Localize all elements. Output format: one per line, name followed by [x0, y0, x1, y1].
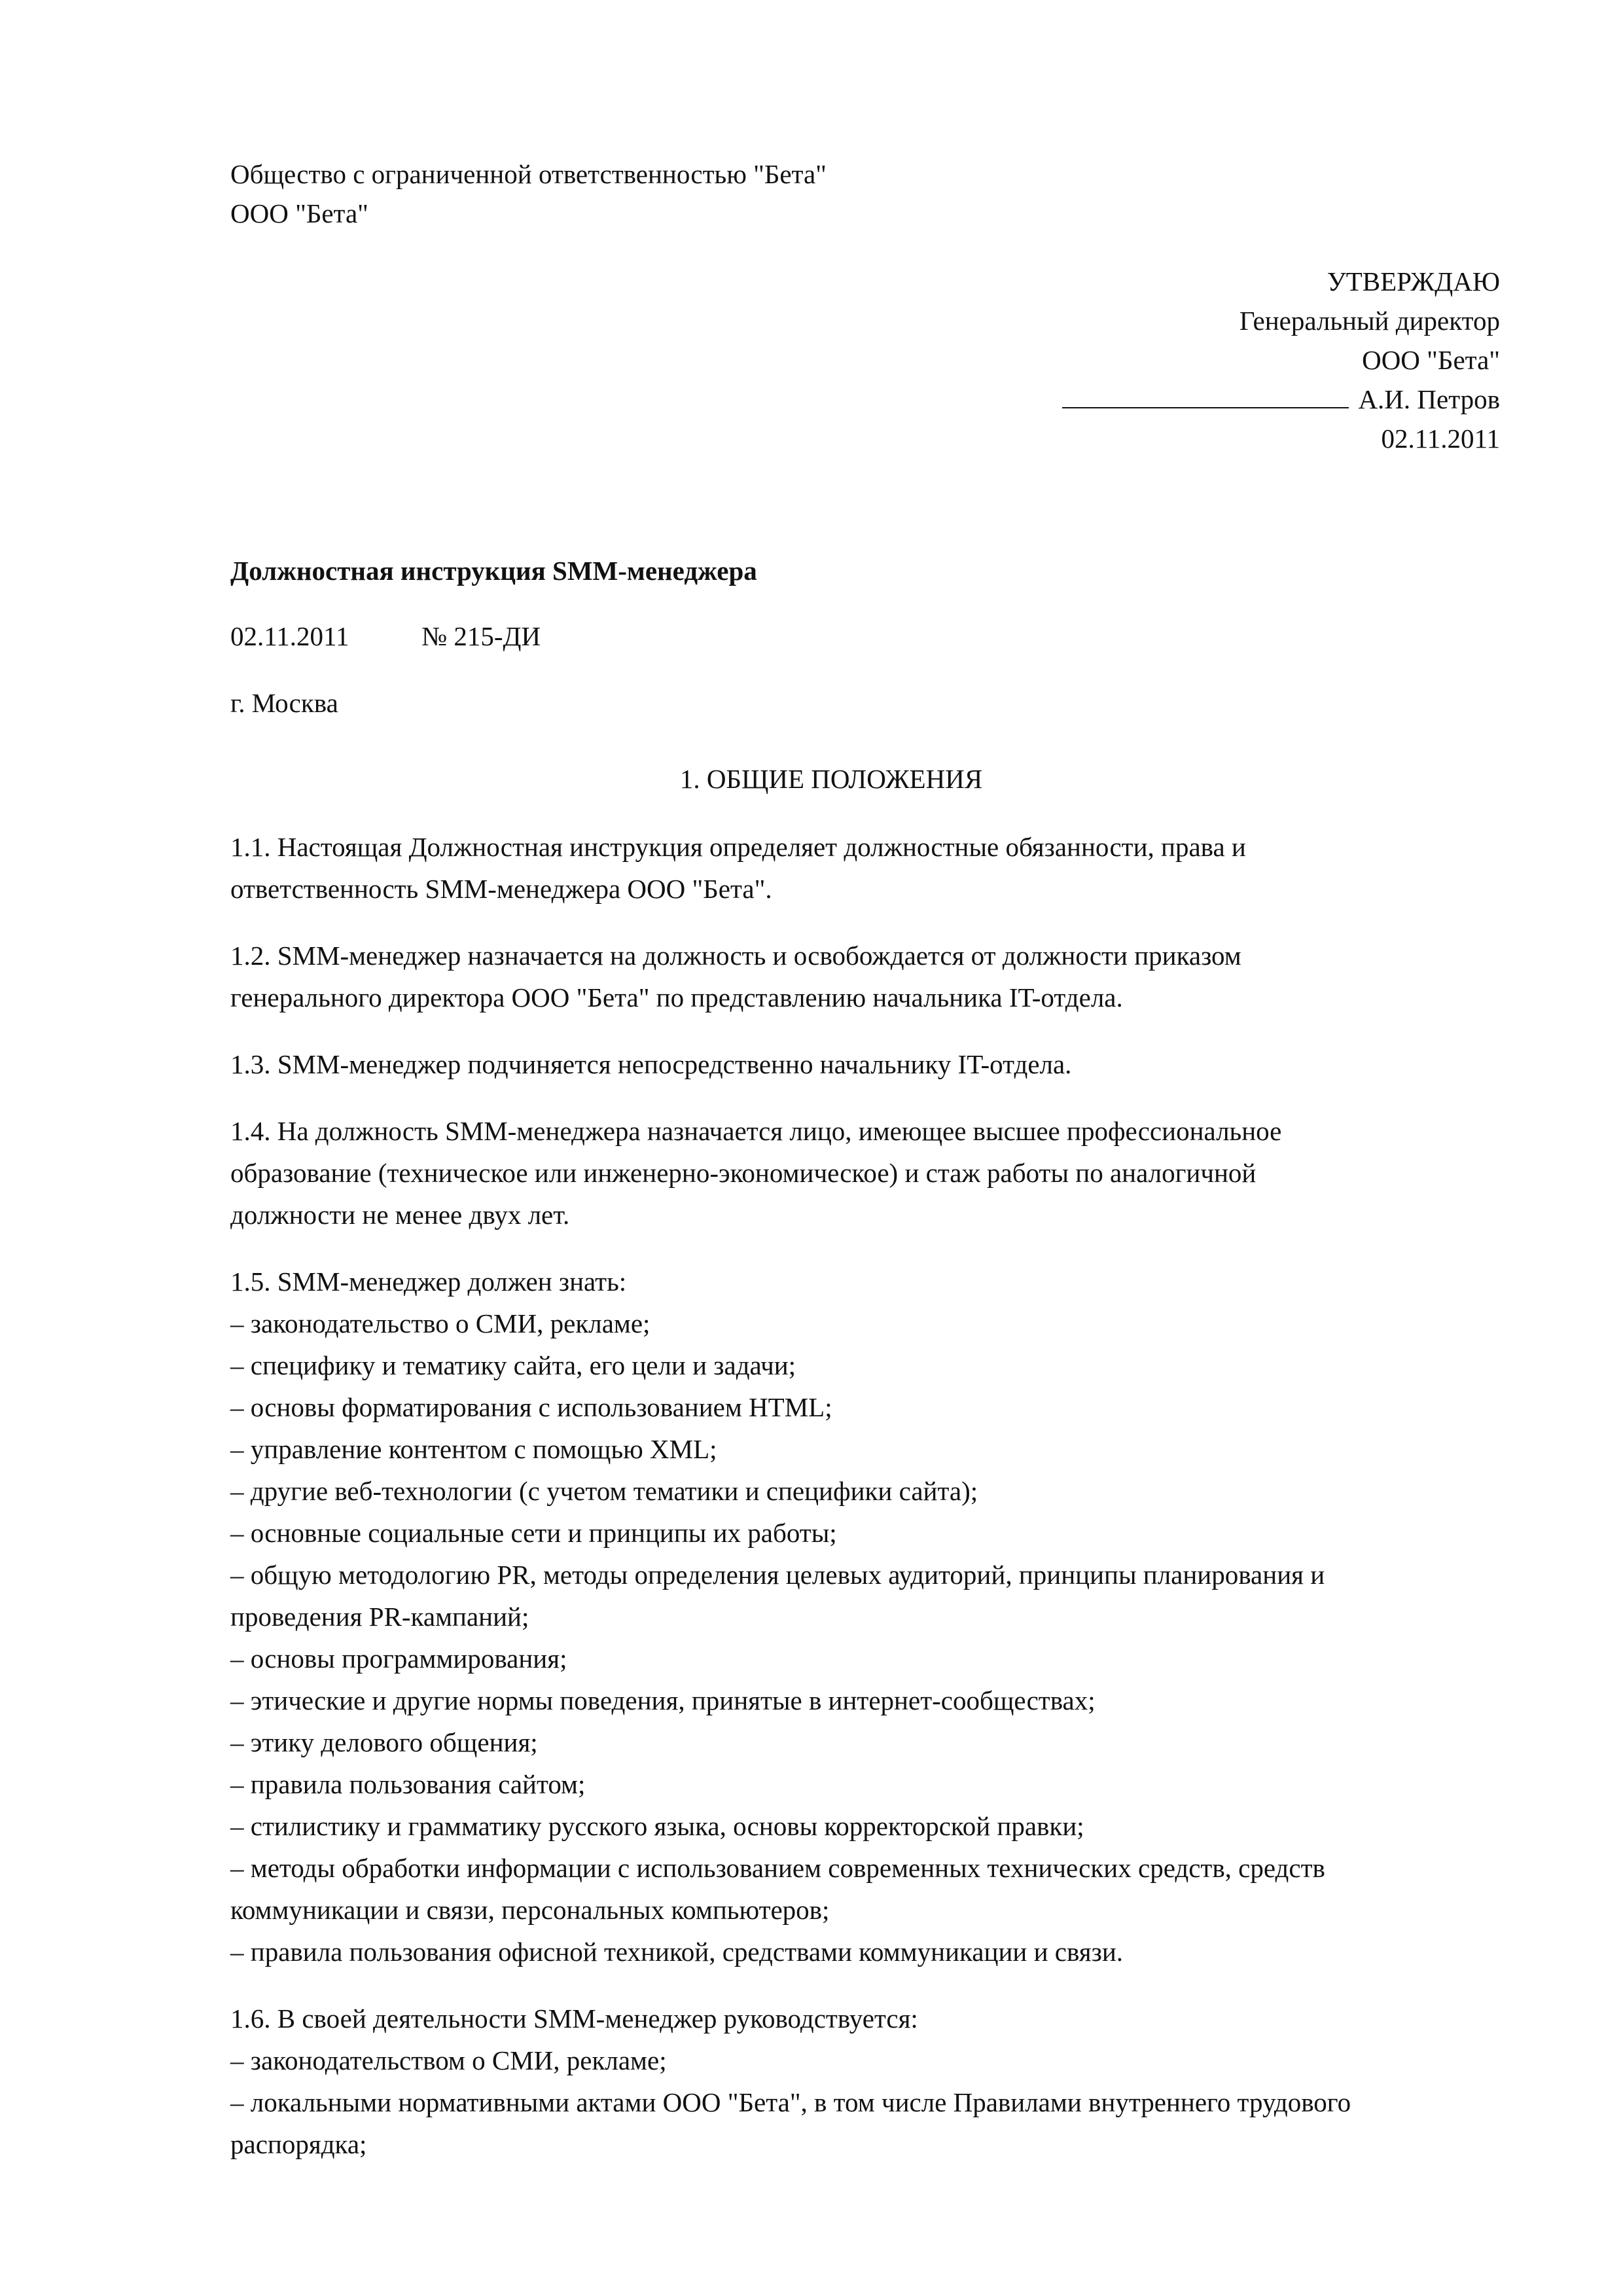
text-line: 1.6. В своей деятельности SMM-менеджер руководствуется:: [230, 2003, 918, 2034]
list-item: – законодательством о СМИ, рекламе;: [230, 2045, 667, 2075]
approval-block: [1062, 262, 1500, 458]
paragraph-1-1: [230, 826, 1507, 910]
text-line: ответственность SMM-менеджера ООО "Бета".: [230, 874, 772, 904]
list-item: – управление контентом с помощью XML;: [230, 1434, 717, 1464]
text-line: образование (техническое или инженерно-экономическое) и стаж работы по аналогичной: [230, 1158, 1257, 1188]
approval-label: УТВЕРЖДАЮ: [1327, 266, 1500, 296]
signature-line: [1062, 382, 1349, 408]
document-number: № 215-ДИ: [421, 621, 541, 651]
text-line: 1.2. SMM-менеджер назначается на должность и освобождается от должности приказом: [230, 941, 1241, 971]
list-item: – правила пользования сайтом;: [230, 1769, 586, 1799]
approval-position: Генеральный директор: [1239, 306, 1500, 336]
approval-signature-row: [1062, 380, 1500, 419]
text-line: генерального директора ООО "Бета" по представлению начальника IT-отдела.: [230, 982, 1123, 1013]
text-line: 1.4. На должность SMM-менеджера назначается лицо, имеющее высшее профессиональное: [230, 1116, 1282, 1146]
list-item: – общую методологию PR, методы определения целевых аудиторий, принципы планирования и: [230, 1560, 1325, 1590]
list-item: – стилистику и грамматику русского языка, основы корректорской правки;: [230, 1811, 1084, 1841]
list-item: – локальными нормативными актами ООО "Бета", в том числе Правилами внутреннего трудового: [230, 2087, 1351, 2117]
list-item: – специфику и тематику сайта, его цели и задачи;: [230, 1350, 796, 1380]
list-item: коммуникации и связи, персональных компьютеров;: [230, 1895, 830, 1925]
paragraph-1-6: [230, 1998, 1507, 2165]
text-line: 1.3. SMM-менеджер подчиняется непосредственно начальнику IT-отдела.: [230, 1049, 1072, 1079]
text-line: должности не менее двух лет.: [230, 1200, 570, 1230]
text-line: 1.5. SMM-менеджер должен знать:: [230, 1266, 627, 1297]
approval-signer: А.И. Петров: [1358, 384, 1500, 414]
text-line: 1.1. Настоящая Должностная инструкция определяет должностные обязанности, права и: [230, 832, 1246, 862]
approval-company: ООО "Бета": [1362, 345, 1500, 375]
list-item: – другие веб-технологии (с учетом тематики и специфики сайта);: [230, 1476, 978, 1506]
list-item: распорядка;: [230, 2129, 367, 2159]
list-item: – методы обработки информации с использованием современных технических средств, средств: [230, 1853, 1325, 1883]
list-item: проведения PR-кампаний;: [230, 1602, 529, 1632]
paragraph-1-5: [230, 1261, 1507, 1973]
document-title: Должностная инструкция SMM-менеджера: [230, 556, 757, 586]
list-item: – законодательство о СМИ, рекламе;: [230, 1308, 651, 1338]
list-item: – этические и другие нормы поведения, принятые в интернет-сообществах;: [230, 1685, 1096, 1715]
organization-full-name: Общество с ограниченной ответственностью "Бета": [230, 159, 827, 189]
paragraph-1-4: [230, 1110, 1507, 1236]
list-item: – правила пользования офисной техникой, средствами коммуникации и связи.: [230, 1937, 1124, 1967]
paragraph-1-2: [230, 935, 1507, 1018]
list-item: – основы программирования;: [230, 1643, 567, 1674]
section-body: [230, 826, 1507, 2165]
approval-date: 02.11.2011: [1381, 423, 1500, 454]
list-item: – основные социальные сети и принципы их работы;: [230, 1518, 837, 1548]
document-city: г. Москва: [230, 688, 338, 718]
list-item: – основы форматирования с использованием HTML;: [230, 1392, 832, 1422]
document-date: 02.11.2011: [230, 621, 349, 651]
section-heading: 1. ОБЩИЕ ПОЛОЖЕНИЯ: [679, 764, 983, 794]
paragraph-1-3: [230, 1043, 1507, 1085]
organization-short-name: ООО "Бета": [230, 198, 368, 228]
list-item: – этику делового общения;: [230, 1727, 538, 1757]
